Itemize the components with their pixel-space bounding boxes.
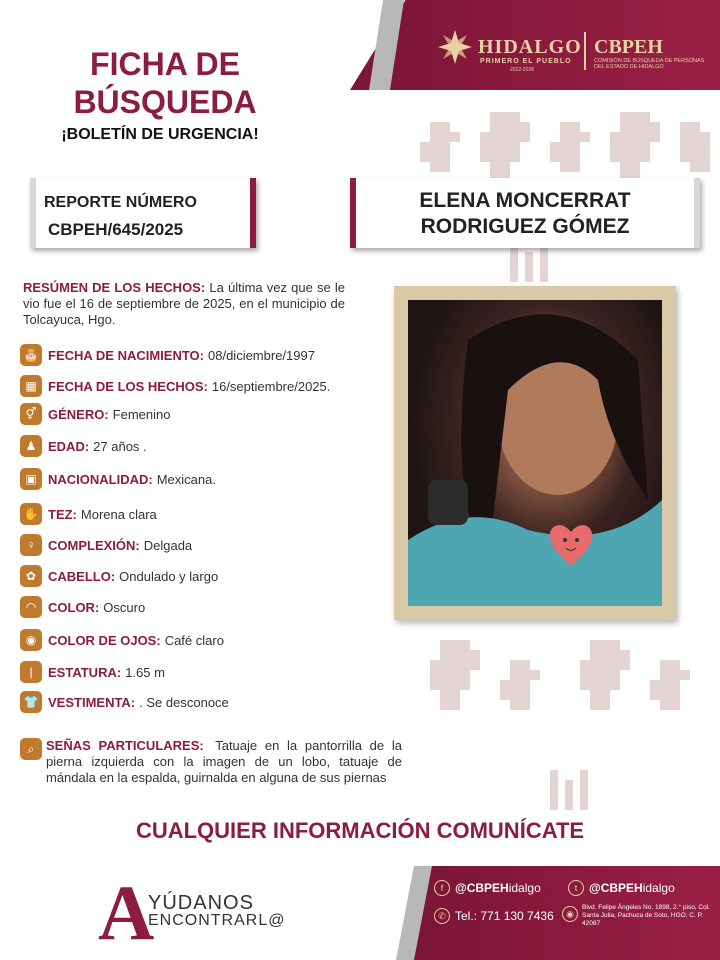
detail-row [20, 533, 192, 557]
body-icon: ♀ [20, 534, 42, 556]
detail-row [20, 434, 147, 458]
shirt-icon: 👕 [20, 691, 42, 713]
facebook-link[interactable]: f @CBPEH idalgo [434, 880, 541, 896]
detail-label: GÉNERO: [48, 406, 109, 422]
twitter-link[interactable]: t @CBPEH idalgo [568, 880, 675, 896]
detail-row [20, 564, 218, 588]
detail-value: 08/diciembre/1997 [208, 347, 315, 363]
detail-label: NACIONALIDAD: [48, 471, 153, 487]
detail-label: TEZ: [48, 506, 77, 522]
twitter-icon: t [568, 880, 584, 896]
page-subtitle: ¡BOLETÍN DE URGENCIA! [61, 126, 259, 143]
detail-label: VESTIMENTA: [48, 694, 136, 710]
marks-text: Tatuaje en la pantorrilla de la pierna izquierda con la imagen de un lobo, tatuaje de mándala en la espalda, guirnalda en alguna de sus piernas [46, 738, 402, 785]
detail-value: Oscuro [103, 599, 146, 615]
detail-label: COLOR DE OJOS: [48, 632, 161, 648]
location-marker [562, 906, 583, 922]
location-icon: ◉ [562, 906, 578, 922]
photo-frame [394, 286, 676, 620]
summary-label: RESÚMEN DE LOS HECHOS [23, 280, 201, 295]
person-name-card [350, 178, 700, 248]
brand-line-2: ENCONTRARL@ [148, 912, 286, 929]
eye-icon: ◉ [20, 629, 42, 651]
detail-row [20, 374, 330, 398]
brand-line-1: YÚDANOS [148, 892, 254, 914]
flower-logo-icon [438, 30, 472, 64]
marks-label: SEÑAS PARTICULARES: [46, 738, 204, 753]
detail-row [20, 690, 229, 714]
detail-row [20, 502, 157, 526]
page-title: FICHA DE BÚSQUEDA [73, 46, 257, 120]
phone-icon: ✆ [434, 908, 450, 924]
detail-value: Delgada [143, 537, 193, 553]
detail-value: Femenino [112, 406, 171, 422]
report-label: REPORTE NÚMERO [44, 194, 197, 211]
call-to-action: CUALQUIER INFORMACIÓN COMUNÍCATE [135, 818, 585, 843]
distinctive-marks [20, 738, 402, 786]
detail-row [20, 628, 224, 652]
detail-label: COMPLEXIÓN: [48, 537, 140, 553]
hair-icon: ✿ [20, 565, 42, 587]
agency-acronym: CBPEH [594, 36, 663, 58]
report-card [30, 178, 256, 248]
summary: RESÚMEN DE LOS HECHOS: La última vez que se le vio fue el 16 de septiembre de 2025, en el municipio de Tolcayuca, Hgo. [23, 280, 345, 327]
header-banner [350, 0, 720, 90]
banner-divider [584, 32, 586, 70]
government-slogan: PRIMERO EL PUEBLO [480, 58, 572, 65]
report-number: CBPEH/645/2025 [48, 220, 184, 239]
detail-label: FECHA DE LOS HECHOS: [48, 378, 208, 394]
phone-link[interactable]: ✆ Tel.: 771 130 7436 [434, 908, 554, 924]
detail-row [20, 595, 145, 619]
calendar-icon: ▦ [20, 375, 42, 397]
address: Blvd. Felipe Ángeles No. 1898, 2.° piso, Col. Santa Julia, Pachuca de Soto, HGO; C. P. 42087 [582, 904, 710, 927]
summary-text: La última vez que se le vio fue el 16 de septiembre de 2025, en el municipio de Tolcayuca, Hgo. [23, 280, 345, 327]
gender-icon: ⚥ [20, 403, 42, 425]
contact-footer [410, 866, 720, 960]
detail-label: COLOR: [48, 599, 100, 615]
detail-label: FECHA DE NACIMIENTO: [48, 347, 204, 363]
detail-label: ESTATURA: [48, 664, 122, 680]
detail-value: 27 años . [93, 438, 147, 454]
agency-full-name: COMISIÓN DE BÚSQUEDA DE PERSONAS DEL ESTADO DE HIDALGO [594, 58, 705, 70]
cake-icon: 🎂 [20, 344, 42, 366]
detail-row [20, 402, 170, 426]
detail-row [20, 660, 165, 684]
detail-row [20, 467, 216, 491]
skin-icon: ✋ [20, 503, 42, 525]
detail-value: Ondulado y largo [119, 568, 219, 584]
id-card-icon: ▣ [20, 468, 42, 490]
detail-value: 16/septiembre/2025. [211, 378, 331, 394]
detail-value: . Se desconoce [139, 694, 229, 710]
detail-value: Morena clara [80, 506, 157, 522]
person-photo [408, 300, 662, 606]
embroidery-pattern-bottom [420, 620, 720, 820]
government-years: 2022-2028 [510, 67, 534, 73]
detail-label: EDAD: [48, 438, 90, 454]
detail-value: Mexicana. [156, 471, 216, 487]
detail-value: 1.65 m [125, 664, 165, 680]
magnifier-icon: ⌕ [20, 738, 42, 760]
hair-color-icon: ◠ [20, 596, 42, 618]
brand-logo-letter: A [98, 869, 155, 956]
age-icon: ♟ [20, 435, 42, 457]
detail-row [20, 343, 315, 367]
detail-value: Café claro [164, 632, 224, 648]
person-name: ELENA MONCERRAT RODRIGUEZ GÓMEZ [419, 189, 631, 238]
height-icon: | [20, 661, 42, 683]
government-name: HIDALGO [478, 36, 582, 58]
detail-label: CABELLO: [48, 568, 116, 584]
facebook-icon: f [434, 880, 450, 896]
